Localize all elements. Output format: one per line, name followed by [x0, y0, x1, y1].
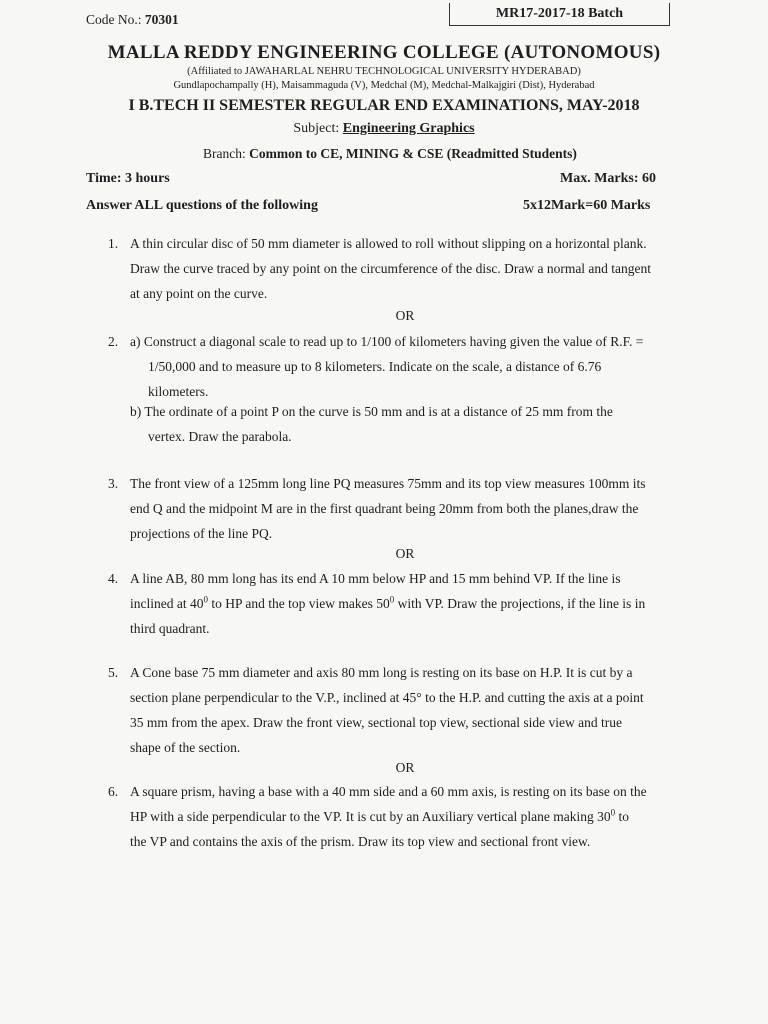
- marks-split: 5x12Mark=60 Marks: [523, 198, 651, 213]
- batch-box: MR17-2017-18 Batch: [449, 3, 670, 26]
- question-2a-line: kilometers.: [148, 384, 209, 399]
- college-title: MALLA REDDY ENGINEERING COLLEGE (AUTONOMOUS): [107, 42, 661, 63]
- question-2a-line: a) Construct a diagonal scale to read up to 1/100 of kilometers having given the value of R.F. =: [130, 334, 644, 349]
- question-5-line: section plane perpendicular to the V.P., inclined at 45° to the H.P. and cutting the axis at a point: [130, 690, 644, 705]
- subject-line: [0, 121, 768, 137]
- or-separator: OR: [395, 308, 415, 323]
- question-4-text: to HP and the top view makes 50: [207, 596, 390, 611]
- or-separator: OR: [395, 760, 415, 775]
- branch-label: Branch:: [203, 146, 246, 161]
- question-4-line: third quadrant.: [130, 621, 210, 636]
- question-2a: [130, 329, 643, 404]
- question-6-text: to: [615, 809, 630, 824]
- question-4-text: with VP. Draw the projections, if the line is in: [394, 596, 646, 611]
- question-2a-line: 1/50,000 and to measure up to 8 kilometers. Indicate on the scale, a distance of 6.76: [148, 359, 602, 374]
- question-3-line: The front view of a 125mm long line PQ measures 75mm and its top view measures 100mm its: [130, 476, 646, 491]
- code-number: [86, 12, 179, 28]
- question-3: [130, 471, 646, 546]
- question-1-line: A thin circular disc of 50 mm diameter is allowed to roll without slipping on a horizontal plank.: [130, 236, 647, 251]
- code-value: 70301: [144, 12, 179, 27]
- question-5-number: 5.: [108, 665, 119, 680]
- affiliation-line: (Affiliated to JAWAHARLAL NEHRU TECHNOLOGICAL UNIVERSITY HYDERABAD): [187, 66, 581, 77]
- question-5-line: A Cone base 75 mm diameter and axis 80 mm long is resting on its base on H.P. It is cut by a: [130, 665, 633, 680]
- degree-mark: 0: [610, 807, 616, 818]
- subject-label: Subject:: [293, 121, 340, 136]
- question-2b-line: vertex. Draw the parabola.: [148, 429, 292, 444]
- address-line: Gundlapochampally (H), Maisammaguda (V), Medchal (M), Medchal-Malkajgiri (Dist), Hyderabad: [173, 80, 595, 91]
- question-3-line: projections of the line PQ.: [130, 526, 273, 541]
- question-6-line: A square prism, having a base with a 40 mm side and a 60 mm axis, is resting on its base on the: [130, 784, 647, 799]
- question-4: [130, 566, 645, 641]
- code-label: Code No.:: [86, 12, 142, 27]
- question-6-number: 6.: [108, 784, 119, 799]
- question-6-text: HP with a side perpendicular to the VP. It is cut by an Auxiliary vertical plane making 30: [130, 809, 611, 824]
- question-3-number: 3.: [108, 476, 119, 491]
- question-1-line: Draw the curve traced by any point on the circumference of the disc. Draw a normal and tangent: [130, 261, 652, 276]
- question-4-line: A line AB, 80 mm long has its end A 10 mm below HP and 15 mm behind VP. If the line is: [130, 571, 621, 586]
- or-separator: OR: [395, 546, 415, 561]
- instruction: Answer ALL questions of the following: [86, 198, 318, 213]
- question-2-number: 2.: [108, 334, 119, 349]
- question-1-line: at any point on the curve.: [130, 286, 268, 301]
- question-6-line: the VP and contains the axis of the prism. Draw its top view and sectional front view.: [130, 834, 591, 849]
- question-6: [130, 779, 647, 854]
- time-allowed: Time: 3 hours: [86, 171, 170, 186]
- question-6-line: [130, 804, 647, 829]
- degree-mark: 0: [389, 594, 395, 605]
- question-3-line: end Q and the midpoint M are in the first quadrant being 20mm from both the planes,draw the: [130, 501, 639, 516]
- max-marks: Max. Marks: 60: [560, 171, 657, 186]
- question-5-line: shape of the section.: [130, 740, 241, 755]
- question-4-line: [130, 591, 645, 616]
- branch-line: [0, 146, 768, 162]
- question-2b: [130, 399, 613, 449]
- subject-value: Engineering Graphics: [342, 121, 475, 136]
- question-4-number: 4.: [108, 571, 119, 586]
- degree-mark: 0: [203, 594, 208, 605]
- question-5-line: 35 mm from the apex. Draw the front view, sectional top view, sectional side view and true: [130, 715, 622, 730]
- question-5: [130, 660, 644, 760]
- question-1-number: 1.: [108, 236, 119, 251]
- branch-value: Common to CE, MINING & CSE (Readmitted Students): [249, 146, 577, 161]
- question-4-text: inclined at 40: [130, 596, 204, 611]
- question-2b-line: b) The ordinate of a point P on the curve is 50 mm and is at a distance of 25 mm from the: [130, 404, 613, 419]
- exam-title: I B.TECH II SEMESTER REGULAR END EXAMINATIONS, MAY-2018: [128, 97, 640, 114]
- question-1: [130, 231, 651, 306]
